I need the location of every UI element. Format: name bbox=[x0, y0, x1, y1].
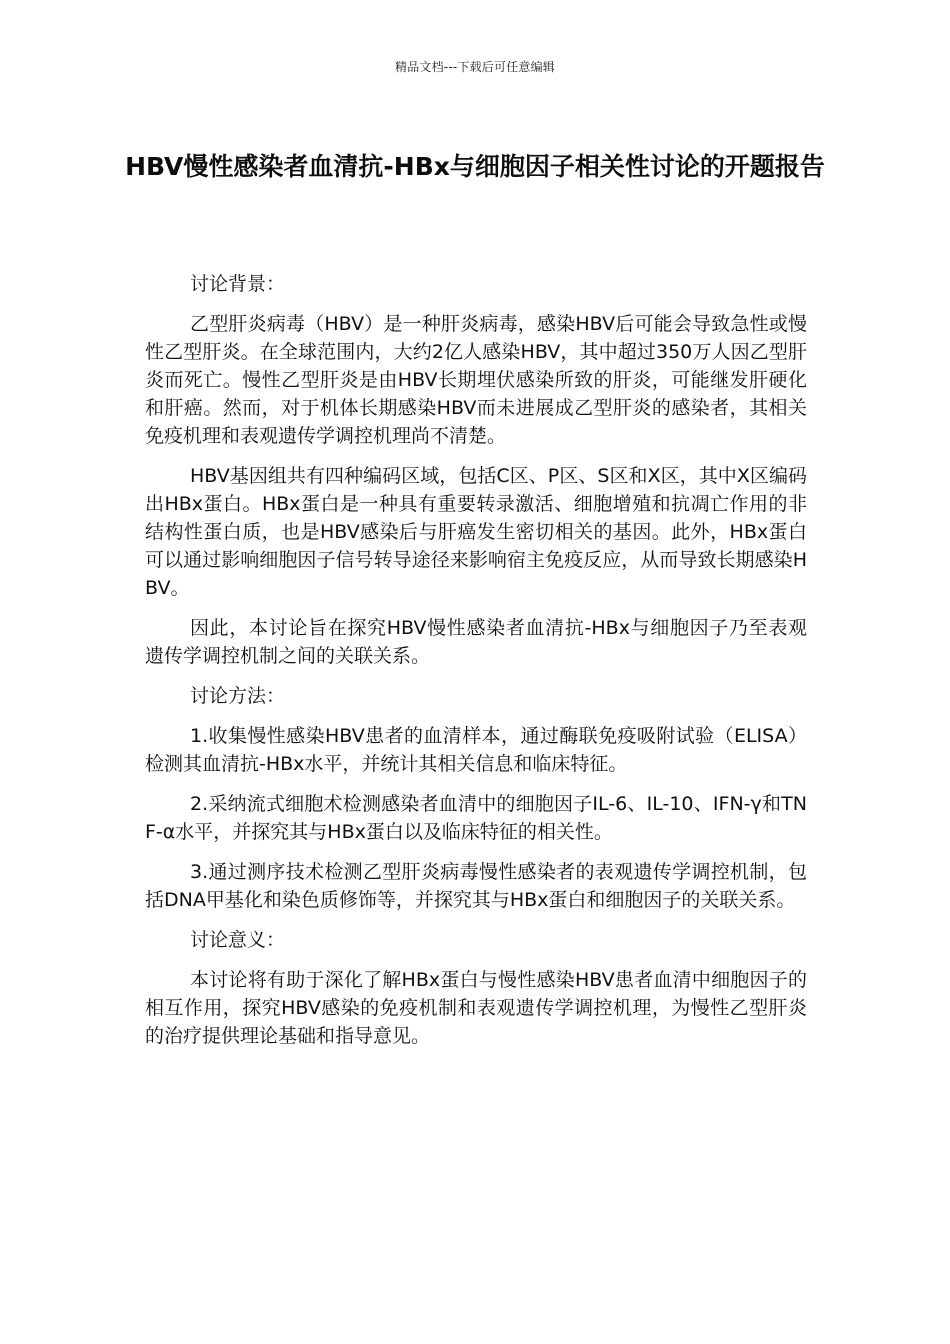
method-item: 1.收集慢性感染HBV患者的血清样本，通过酶联免疫吸附试验（ELISA）检测其血清抗-HBx水平，并统计其相关信息和临床特征。 bbox=[145, 725, 807, 775]
section-heading-background: 讨论背景： bbox=[190, 273, 286, 295]
paragraph: 本讨论将有助于深化了解HBx蛋白与慢性感染HBV患者血清中细胞因子的相互作用，探究HBV感染的免疫机制和表观遗传学调控机理，为慢性乙型肝炎的治疗提供理论基础和指导意见。 bbox=[145, 969, 807, 1047]
paragraph: 因此，本讨论旨在探究HBV慢性感染者血清抗-HBx与细胞因子乃至表观遗传学调控机制之间的关联关系。 bbox=[145, 617, 807, 667]
method-item: 2.采纳流式细胞术检测感染者血清中的细胞因子IL-6、IL-10、IFN-γ和TNF-α水平，并探究其与HBx蛋白以及临床特征的相关性。 bbox=[145, 793, 807, 843]
method-item: 3.通过测序技术检测乙型肝炎病毒慢性感染者的表观遗传学调控机制，包括DNA甲基化和染色质修饰等，并探究其与HBx蛋白和细胞因子的关联关系。 bbox=[145, 861, 807, 911]
section-heading-significance: 讨论意义： bbox=[190, 929, 286, 951]
section-heading-methods: 讨论方法： bbox=[190, 685, 286, 707]
document-title: HBV慢性感染者血清抗-HBx与细胞因子相关性讨论的开题报告 bbox=[125, 152, 825, 181]
page-header-note: 精品文档---下载后可任意编辑 bbox=[395, 60, 555, 74]
paragraph: HBV基因组共有四种编码区域，包括C区、P区、S区和X区，其中X区编码出HBx蛋白。HBx蛋白是一种具有重要转录激活、细胞增殖和抗凋亡作用的非结构性蛋白质，也是HBV感染后与肝癌发生密切相关的基因。此外，HBx蛋白可以通过影响细胞因子信号转导途径来影响宿主免疫反应，从而导致长期感染HBV。 bbox=[145, 465, 807, 599]
paragraph: 乙型肝炎病毒（HBV）是一种肝炎病毒，感染HBV后可能会导致急性或慢性乙型肝炎。在全球范围内，大约2亿人感染HBV，其中超过350万人因乙型肝炎而死亡。慢性乙型肝炎是由HBV长期埋伏感染所致的肝炎，可能继发肝硬化和肝癌。然而，对于机体长期感染HBV而未进展成乙型肝炎的感染者，其相关免疫机理和表观遗传学调控机理尚不清楚。 bbox=[145, 313, 807, 447]
document-body bbox=[145, 270, 807, 1062]
